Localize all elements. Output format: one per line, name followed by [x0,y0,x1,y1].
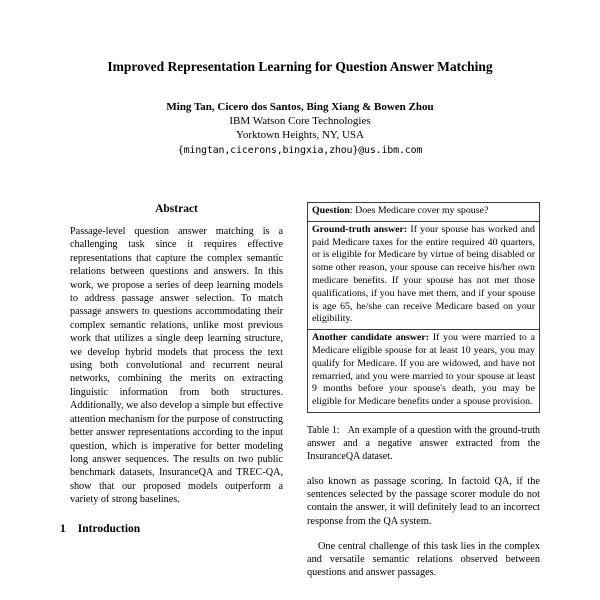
abstract-text: Passage-level question answer matching is a challenging task since it requires effective representations that capture the complex semantic relations between questions and answers. In this work, we propose a series of deep learning models to address passage answer selection. To match passage answers to questions accommodating their complex semantic relations, unlike most previous work that utilizes a single deep learning structure, we develop hybrid models that process the text using both convolutional and recurrent neural networks, combining the merits on extracting linguistic information from both structures. Additionally, we also develop a simple but effective attention mechanism for the purpose of constructing better answer representations according to the input question, which is imperative for better modeling long answer sequences. The results on two public benchmark datasets, InsuranceQA and TREC-QA, show that our proposed models outperform a variety of strong baselines. [70,226,283,506]
abstract-heading: Abstract [155,203,198,215]
candidate-answer-label: Another candidate answer: [312,332,430,344]
authors-line: Ming Tan, Cicero dos Santos, Bing Xiang & Bowen Zhou [166,101,434,113]
candidate-answer-text: If you were married to a Medicare eligible spouse for at least 10 years, you may qualify for Medicare. If you are widowed, and have not remarried, and you were married to your spouse at least 9 months before your spouse's death, you may be eligible for Medicare benefits under a spouse provision. [312,332,535,408]
table-1-box [307,202,540,413]
left-column [60,202,293,579]
question-label: Question [312,205,350,216]
caption-label: Table 1: [307,424,340,436]
ground-truth-row [308,221,539,329]
body-paragraph-1: also known as passage scoring. In factoid QA, if the sentences selected by the passage scorer module do not contain the answer, it will definitely lead to an incorrect response from the QA system. [307,475,540,527]
two-column-body [60,202,540,579]
ground-truth-label: Ground-truth answer: [312,223,408,235]
candidate-answer-row [308,329,539,412]
body-paragraph-2: One central challenge of this task lies in the complex and versatile semantic relations observed between questions and answer passages. [307,540,540,579]
affiliation-line: IBM Watson Core Technologies [229,115,371,127]
email-line: {mingtan,cicerons,bingxia,zhou}@us.ibm.com [177,145,423,156]
ground-truth-text: If your spouse has worked and paid Medicare taxes for the entire required 40 quarters, or is eligible for Medicare by virtue of being disabled or some other reason, your spouse can receive his/her own medicare benefits. If your spouse has not met those qualifications, if you have met them, and if your spouse is age 65, he/she can receive Medicare based on your eligibility. [312,223,535,325]
section-number: 1 [60,522,66,535]
table-1-caption [307,424,540,463]
section-1-heading [60,522,293,537]
caption-text: An example of a question with the ground-truth answer and a negative answer extracted from the InsuranceQA dataset. [307,424,540,462]
location-line: Yorktown Heights, NY, USA [236,129,364,141]
question-row [308,203,539,221]
section-title: Introduction [77,522,141,535]
page-title: Improved Representation Learning for Question Answer Matching [107,59,493,74]
question-text: : Does Medicare cover my spouse? [349,205,489,216]
right-column [307,202,540,579]
